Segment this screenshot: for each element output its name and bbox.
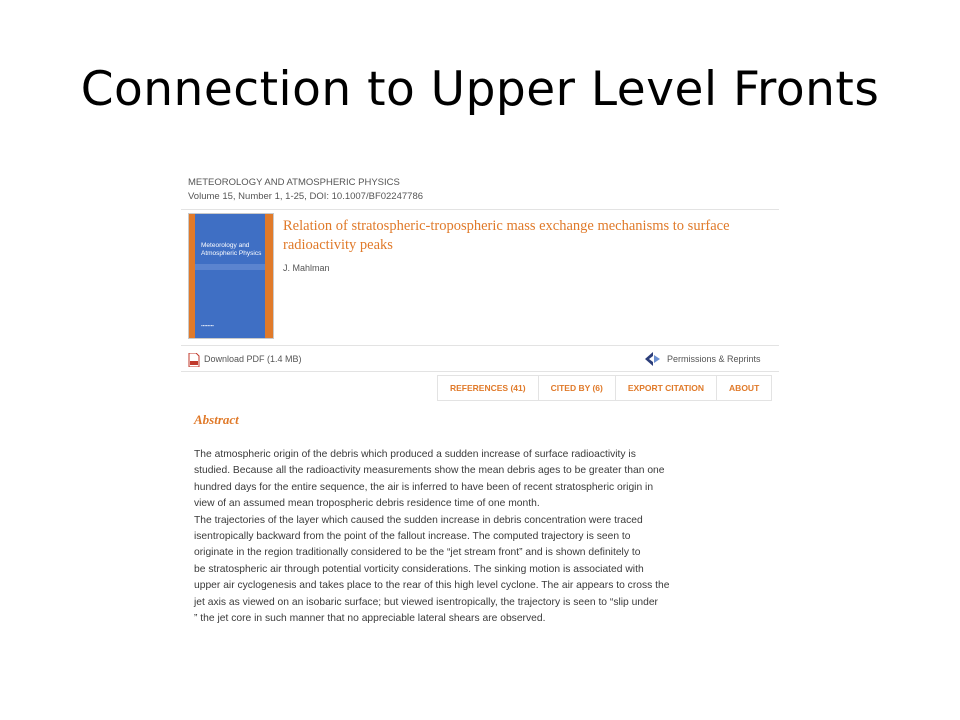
tab-references[interactable]: REFERENCES (41) [437,376,538,400]
slide-title: Connection to Upper Level Fronts [80,62,880,117]
author-name[interactable]: J. Mahlman [283,263,330,273]
cover-title: Meteorology and Atmospheric Physics [201,242,262,257]
cover-publisher: ▪▪▪▪▪▪▪▪ [201,323,214,328]
volume-info: Volume 15, Number 1, 1-25, DOI: 10.1007/BF02247786 [188,191,424,202]
article-tabs [437,375,772,401]
abstract-heading: Abstract [194,412,239,427]
tab-about[interactable]: ABOUT [716,376,772,400]
article-title: Relation of stratospheric-tropospheric mass exchange mechanisms to surface radioactivity peaks [283,218,730,253]
tab-export-citation[interactable]: EXPORT CITATION [615,376,716,400]
divider [181,345,779,346]
permissions-arrow-icon[interactable] [644,351,662,367]
journal-cover [188,213,274,339]
tab-cited-by[interactable]: CITED BY (6) [538,376,615,400]
abstract-text: The atmospheric origin of the debris which produced a sudden increase of surface radioactivity is studied. Because all the radioactivity measurements show the mean debris ages to be greater than one hundred days for the entire sequence, the air is inferred to have been of recent stratospheric origin in view of an assumed mean tropospheric debris residence time of one month. The trajectories of the layer which caused the sudden increase in debris concentration were traced isentropically backward from the point of the fallout increase. The computed trajectory is seen to originate in the region traditionally considered to be the “jet stream front” and is shown definitely to be stratospheric air through potential vorticity considerations. The sinking motion is associated with upper air cyclogenesis and takes place to the rear of this high level cyclone. The air appears to cross the jet axis as viewed on an isobaric surface; but viewed isentropically, the trajectory is seen to “slip under ” the jet core in such manner that no appreciable lateral shears are observed. [194,449,670,625]
cover-stripe [265,214,273,338]
download-pdf-link[interactable]: Download PDF (1.4 MB) [204,354,302,364]
journal-name[interactable]: METEOROLOGY AND ATMOSPHERIC PHYSICS [188,177,400,188]
article-screenshot [181,165,779,640]
cover-stripe [189,214,195,338]
divider [181,209,779,210]
cover-band [195,264,265,270]
pdf-file-icon[interactable] [188,353,200,367]
divider [181,371,779,372]
permissions-reprints-link[interactable]: Permissions & Reprints [667,354,761,364]
